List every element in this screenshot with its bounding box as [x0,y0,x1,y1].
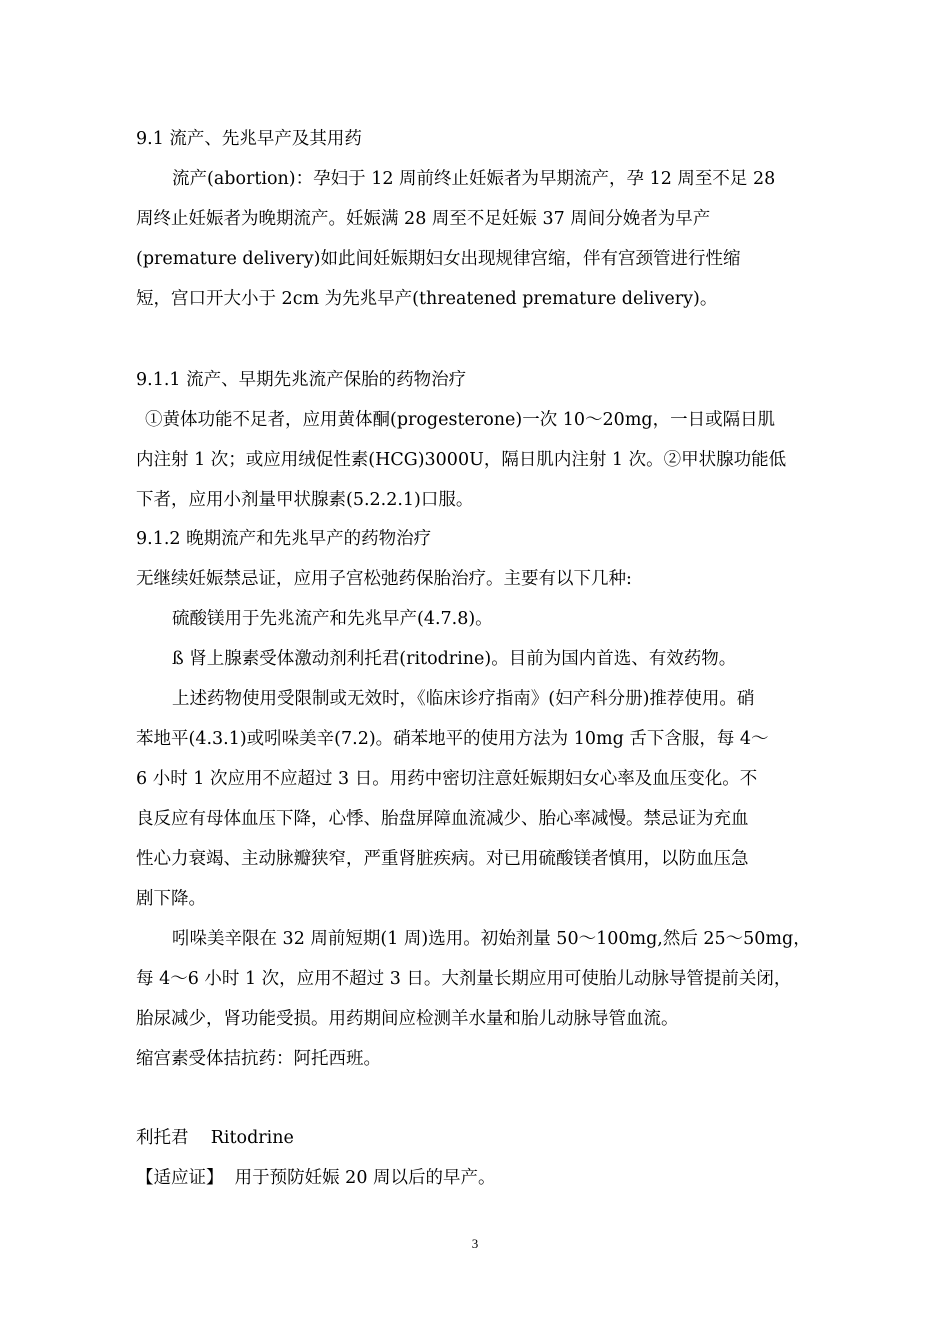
paragraph-line: 性心力衰竭、主动脉瓣狭窄，严重肾脏疾病。对已用硫酸镁者慎用，以防血压急 [136,849,749,869]
section-heading: 9.1.2 晚期流产和先兆早产的药物治疗 [136,529,432,549]
paragraph-line: 每 4～6 小时 1 次，应用不超过 3 日。大剂量长期应用可使胎儿动脉导管提前关闭， [136,969,792,989]
paragraph-line: (premature delivery)如此间妊娠期妇女出现规律宫缩，伴有宫颈管进行性缩 [136,249,741,269]
section-heading: 9.1.1 流产、早期先兆流产保胎的药物治疗 [136,370,467,390]
paragraph-line: 胎尿减少，肾功能受损。用药期间应检测羊水量和胎儿动脉导管血流。 [136,1009,679,1029]
paragraph-line: 周终止妊娠者为晚期流产。妊娠满 28 周至不足妊娠 37 周间分娩者为早产 [136,209,711,229]
section-heading: 9.1 流产、先兆早产及其用药 [136,129,362,149]
paragraph-line: 流产(abortion)：孕妇于 12 周前终止妊娠者为早期流产，孕 12 周至不足 28 [172,169,776,189]
paragraph-line: 缩宫素受体拮抗药：阿托西班。 [136,1049,381,1069]
paragraph-line: 内注射 1 次；或应用绒促性素(HCG)3000U，隔日肌内注射 1 次。②甲状腺功能低 [136,450,787,470]
paragraph-line: 剧下降。 [136,889,206,909]
paragraph-line: 硫酸镁用于先兆流产和先兆早产(4.7.8)。 [172,609,493,629]
paragraph-line: 良反应有母体血压下降，心悸、胎盘屏障血流减少、胎心率减慢。禁忌证为充血 [136,809,749,829]
paragraph-line: 短，宫口开大小于 2cm 为先兆早产(threatened premature delivery)。 [136,289,718,309]
page-number: 3 [471,1236,479,1251]
paragraph-line: ①黄体功能不足者，应用黄体酮(progesterone)一次 10～20mg，一日或隔日肌 [145,410,776,430]
paragraph-line: 无继续妊娠禁忌证，应用子宫松弛药保胎治疗。主要有以下几种: [136,569,632,589]
paragraph-line: ß 肾上腺素受体激动剂利托君(ritodrine)。目前为国内首选、有效药物。 [172,649,737,669]
paragraph-line: 6 小时 1 次应用不应超过 3 日。用药中密切注意妊娠期妇女心率及血压变化。不 [136,769,758,789]
drug-title: 利托君 Ritodrine [136,1128,294,1148]
paragraph-line: 苯地平(4.3.1)或吲哚美辛(7.2)。硝苯地平的使用方法为 10mg 舌下含服，每 4～ [136,729,769,749]
paragraph-line: 上述药物使用受限制或无效时，《临床诊疗指南》(妇产科分册)推荐使用。硝 [172,689,755,709]
paragraph-line: 吲哚美辛限在 32 周前短期(1 周)选用。初始剂量 50～100mg,然后 25～50mg， [172,929,811,949]
indication-line: 【适应证】 用于预防妊娠 20 周以后的早产。 [136,1168,496,1188]
paragraph-line: 下者，应用小剂量甲状腺素(5.2.2.1)口服。 [136,490,474,510]
